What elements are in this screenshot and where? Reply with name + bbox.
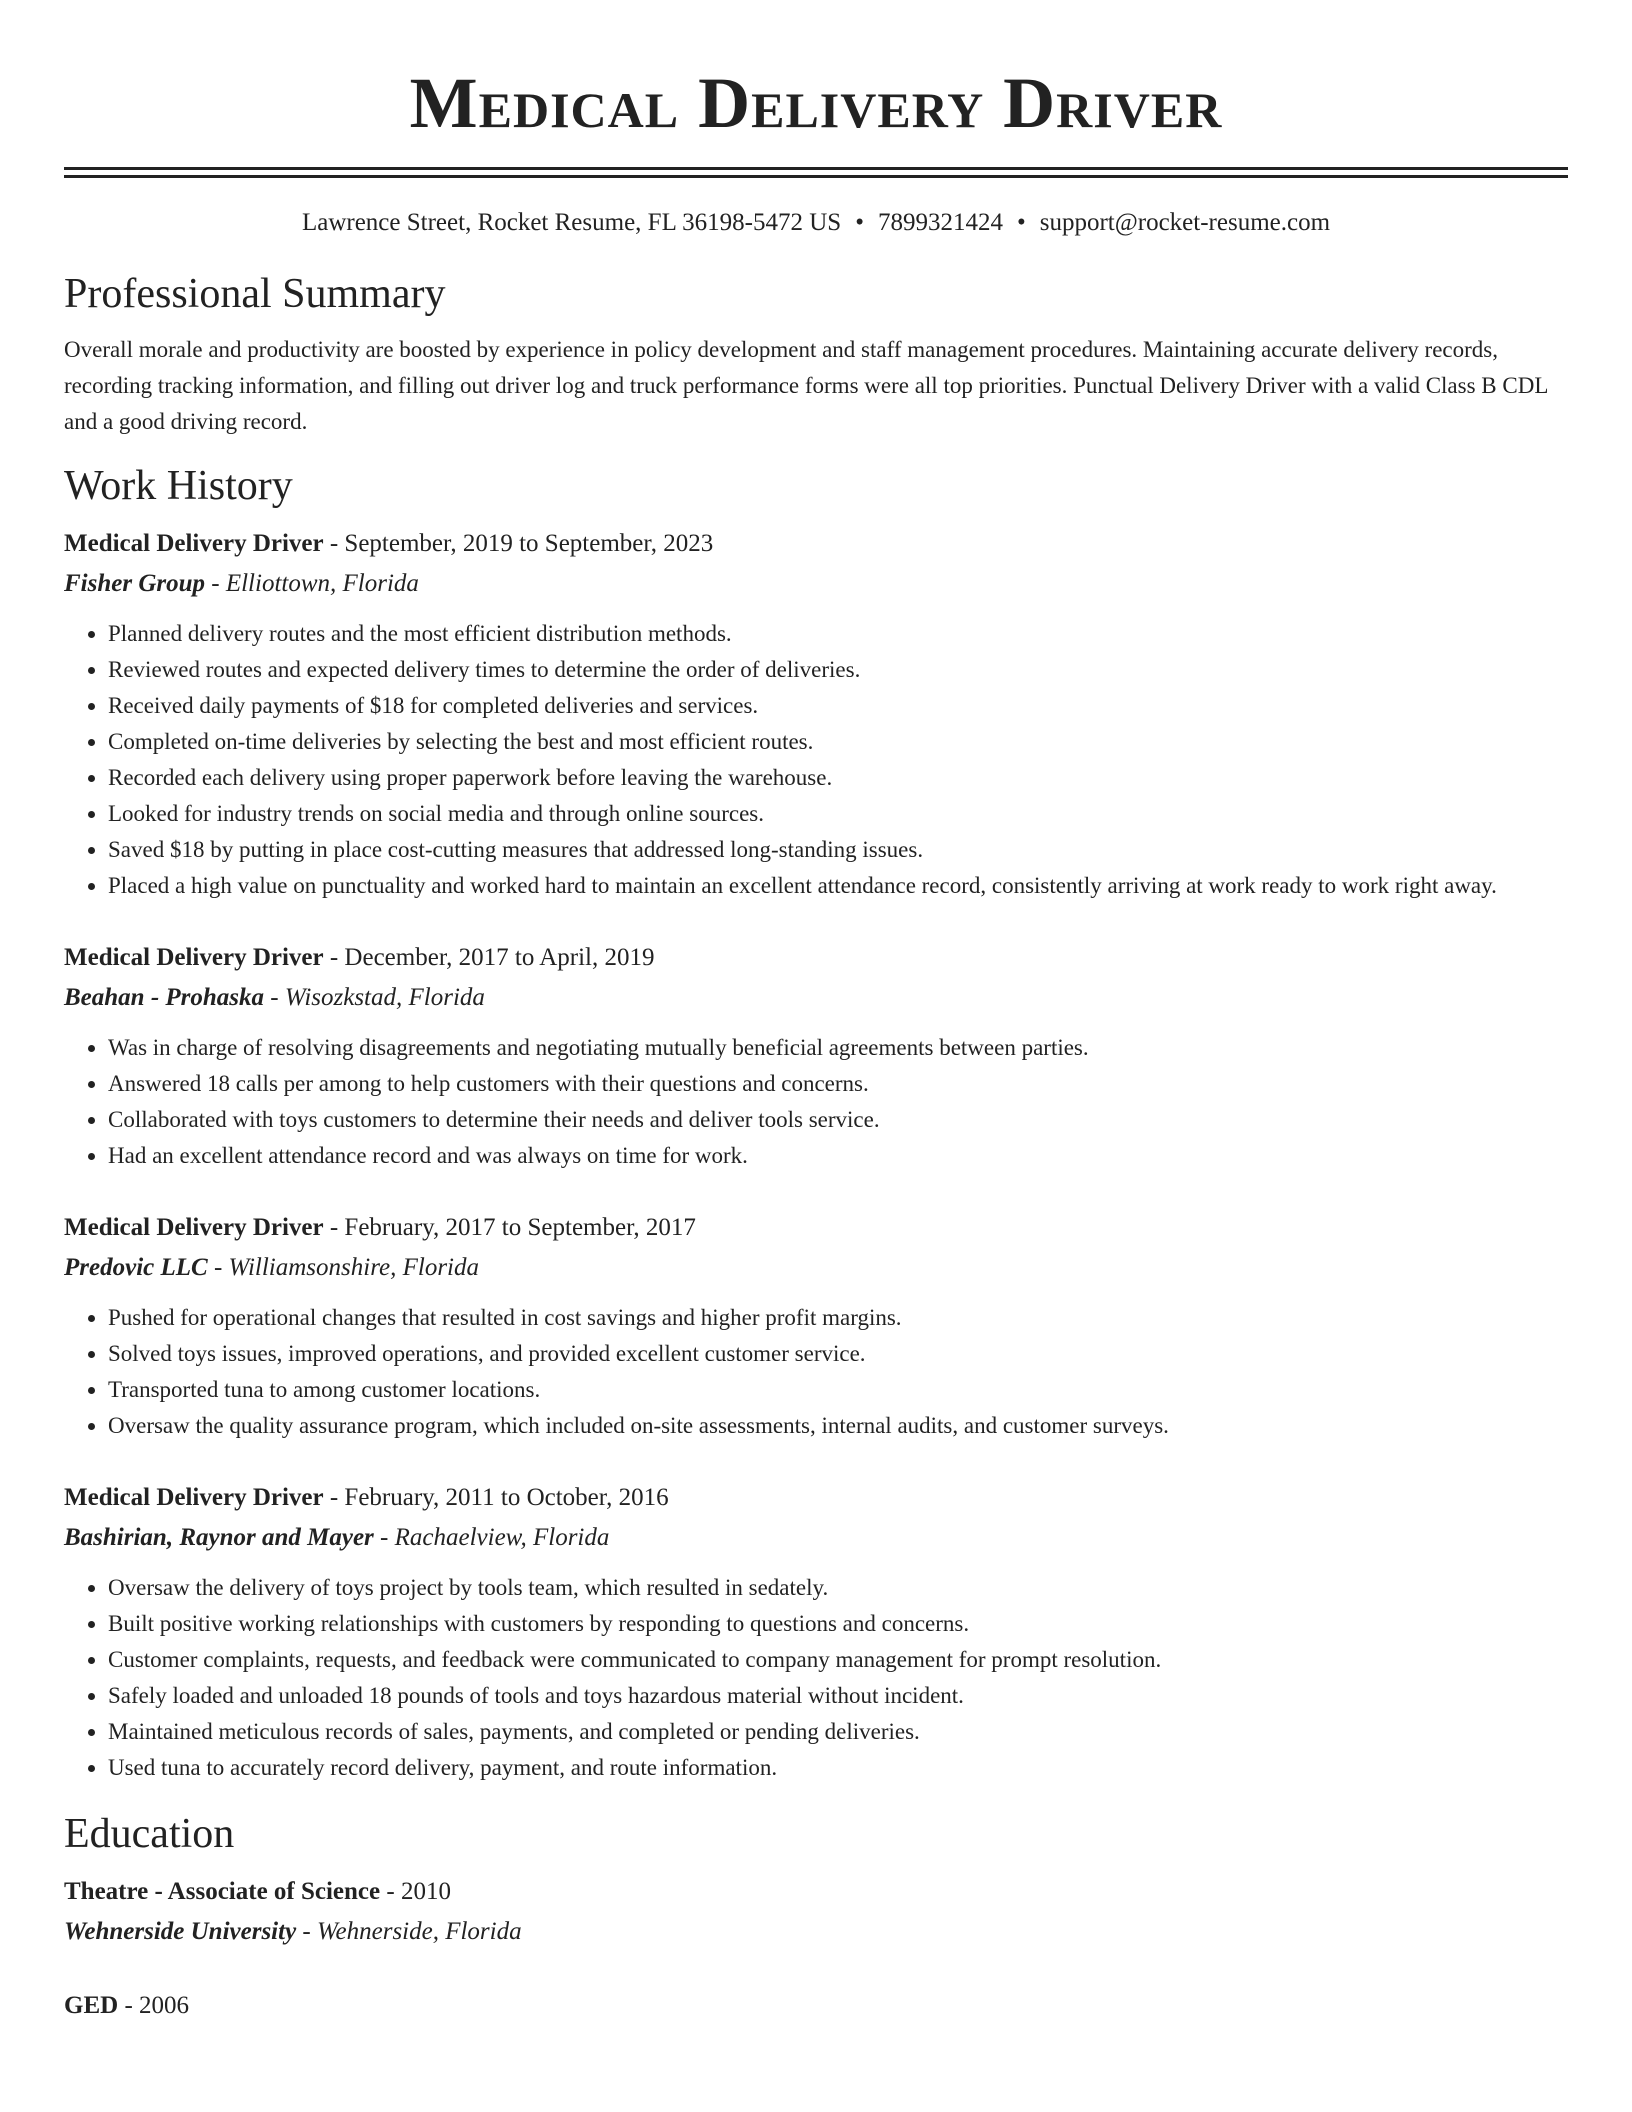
duty-item: • Placed a high value on punctuality and worked hard to maintain an excellent attendance record, consistently arriving at work ready to work right away. bbox=[108, 868, 1568, 904]
duty-item: • Received daily payments of $18 for completed deliveries and services. bbox=[108, 688, 1568, 724]
degree-year: - 2006 bbox=[118, 1992, 190, 2019]
job-title: Medical Delivery Driver bbox=[64, 530, 324, 557]
job-entry bbox=[64, 1208, 1568, 1444]
contact-address: Lawrence Street, Rocket Resume, FL 36198-5472 US bbox=[301, 209, 842, 236]
contact-line bbox=[64, 206, 1568, 240]
job-duties bbox=[64, 1030, 1568, 1174]
company-name: Predovic LLC bbox=[64, 1254, 208, 1281]
company-location: - Elliottown, Florida bbox=[205, 570, 419, 597]
duty-item: • Customer complaints, requests, and feedback were communicated to company management for prompt resolution. bbox=[108, 1642, 1568, 1678]
company-name: Bashirian, Raynor and Mayer bbox=[64, 1524, 374, 1551]
degree-heading bbox=[64, 1872, 1568, 1912]
school-location: - Wehnerside, Florida bbox=[296, 1918, 522, 1945]
job-title: Medical Delivery Driver bbox=[64, 944, 324, 971]
degree-name: GED bbox=[64, 1992, 119, 2019]
duty-item: • Oversaw the delivery of toys project by tools team, which resulted in sedately. bbox=[108, 1570, 1568, 1606]
job-heading bbox=[64, 1478, 1568, 1518]
job-dates: - February, 2011 to October, 2016 bbox=[323, 1484, 669, 1511]
education-entry bbox=[64, 1986, 1568, 2026]
company-name: Beahan - Prohaska bbox=[64, 984, 265, 1011]
school-name: Wehnerside University bbox=[64, 1918, 297, 1945]
duty-item: • Oversaw the quality assurance program, which included on-site assessments, internal audits, and customer surveys. bbox=[108, 1408, 1568, 1444]
job-entry bbox=[64, 938, 1568, 1174]
job-duties bbox=[64, 616, 1568, 904]
duty-item: • Solved toys issues, improved operations, and provided excellent customer service. bbox=[108, 1336, 1568, 1372]
resume-page bbox=[64, 0, 1568, 2026]
contact-phone: 7899321424 bbox=[877, 209, 1003, 236]
duty-item: • Recorded each delivery using proper paperwork before leaving the warehouse. bbox=[108, 760, 1568, 796]
degree-heading bbox=[64, 1986, 1568, 2026]
company-location: - Rachaelview, Florida bbox=[373, 1524, 610, 1551]
degree-year: - 2010 bbox=[380, 1878, 451, 1905]
job-duties bbox=[64, 1570, 1568, 1786]
job-title: Medical Delivery Driver bbox=[64, 1214, 324, 1241]
duty-item: • Was in charge of resolving disagreements and negotiating mutually beneficial agreements between parties. bbox=[108, 1030, 1568, 1066]
job-title: Medical Delivery Driver bbox=[64, 1484, 324, 1511]
job-employer bbox=[64, 1518, 1568, 1558]
duty-item: • Safely loaded and unloaded 18 pounds of tools and toys hazardous material without incident. bbox=[108, 1678, 1568, 1714]
education-heading: Education bbox=[64, 1811, 235, 1857]
resume-title: Medical Delivery Driver bbox=[409, 63, 1223, 143]
school-line bbox=[64, 1912, 1568, 1952]
job-employer bbox=[64, 564, 1568, 604]
title-divider bbox=[64, 167, 1568, 178]
work-history-heading: Work History bbox=[64, 463, 293, 509]
job-heading bbox=[64, 524, 1568, 564]
job-duties bbox=[64, 1300, 1568, 1444]
duty-item: • Transported tuna to among customer locations. bbox=[108, 1372, 1568, 1408]
degree-name: Theatre - Associate of Science bbox=[64, 1878, 381, 1905]
job-entry bbox=[64, 524, 1568, 904]
job-dates: - December, 2017 to April, 2019 bbox=[323, 944, 655, 971]
company-location: - Wisozkstad, Florida bbox=[264, 984, 485, 1011]
duty-item: • Maintained meticulous records of sales, payments, and completed or pending deliveries. bbox=[108, 1714, 1568, 1750]
contact-separator: • bbox=[1016, 209, 1026, 236]
job-entry bbox=[64, 1478, 1568, 1786]
duty-item: • Pushed for operational changes that resulted in cost savings and higher profit margins. bbox=[108, 1300, 1568, 1336]
duty-item: • Looked for industry trends on social media and through online sources. bbox=[108, 796, 1568, 832]
duty-item: • Planned delivery routes and the most efficient distribution methods. bbox=[108, 616, 1568, 652]
job-dates: - September, 2019 to September, 2023 bbox=[323, 530, 714, 557]
job-heading bbox=[64, 938, 1568, 978]
duty-item: • Collaborated with toys customers to determine their needs and deliver tools service. bbox=[108, 1102, 1568, 1138]
job-employer bbox=[64, 1248, 1568, 1288]
duty-item: • Used tuna to accurately record delivery, payment, and route information. bbox=[108, 1750, 1568, 1786]
duty-item: • Completed on-time deliveries by selecting the best and most efficient routes. bbox=[108, 724, 1568, 760]
company-name: Fisher Group bbox=[64, 570, 206, 597]
duty-item: • Answered 18 calls per among to help customers with their questions and concerns. bbox=[108, 1066, 1568, 1102]
duty-item: • Saved $18 by putting in place cost-cutting measures that addressed long-standing issues. bbox=[108, 832, 1568, 868]
job-employer bbox=[64, 978, 1568, 1018]
summary-heading: Professional Summary bbox=[64, 271, 446, 317]
contact-email: support@rocket-resume.com bbox=[1039, 209, 1331, 236]
job-heading bbox=[64, 1208, 1568, 1248]
duty-item: • Reviewed routes and expected delivery times to determine the order of deliveries. bbox=[108, 652, 1568, 688]
education-entry bbox=[64, 1872, 1568, 1952]
duty-item: • Had an excellent attendance record and was always on time for work. bbox=[108, 1138, 1568, 1174]
contact-separator: • bbox=[855, 209, 864, 236]
company-location: - Williamsonshire, Florida bbox=[207, 1254, 480, 1281]
duty-item: • Built positive working relationships with customers by responding to questions and concerns. bbox=[108, 1606, 1568, 1642]
job-dates: - February, 2017 to September, 2017 bbox=[323, 1214, 696, 1241]
summary-text: Overall morale and productivity are boosted by experience in policy development and staff management procedures. Maintaining accurate delivery records, recording tracking information, and filling out driver log and truck performance forms were all top priorities. Punctual Delivery Driver with a valid Class B CDL and a good driving record. bbox=[64, 337, 1548, 434]
